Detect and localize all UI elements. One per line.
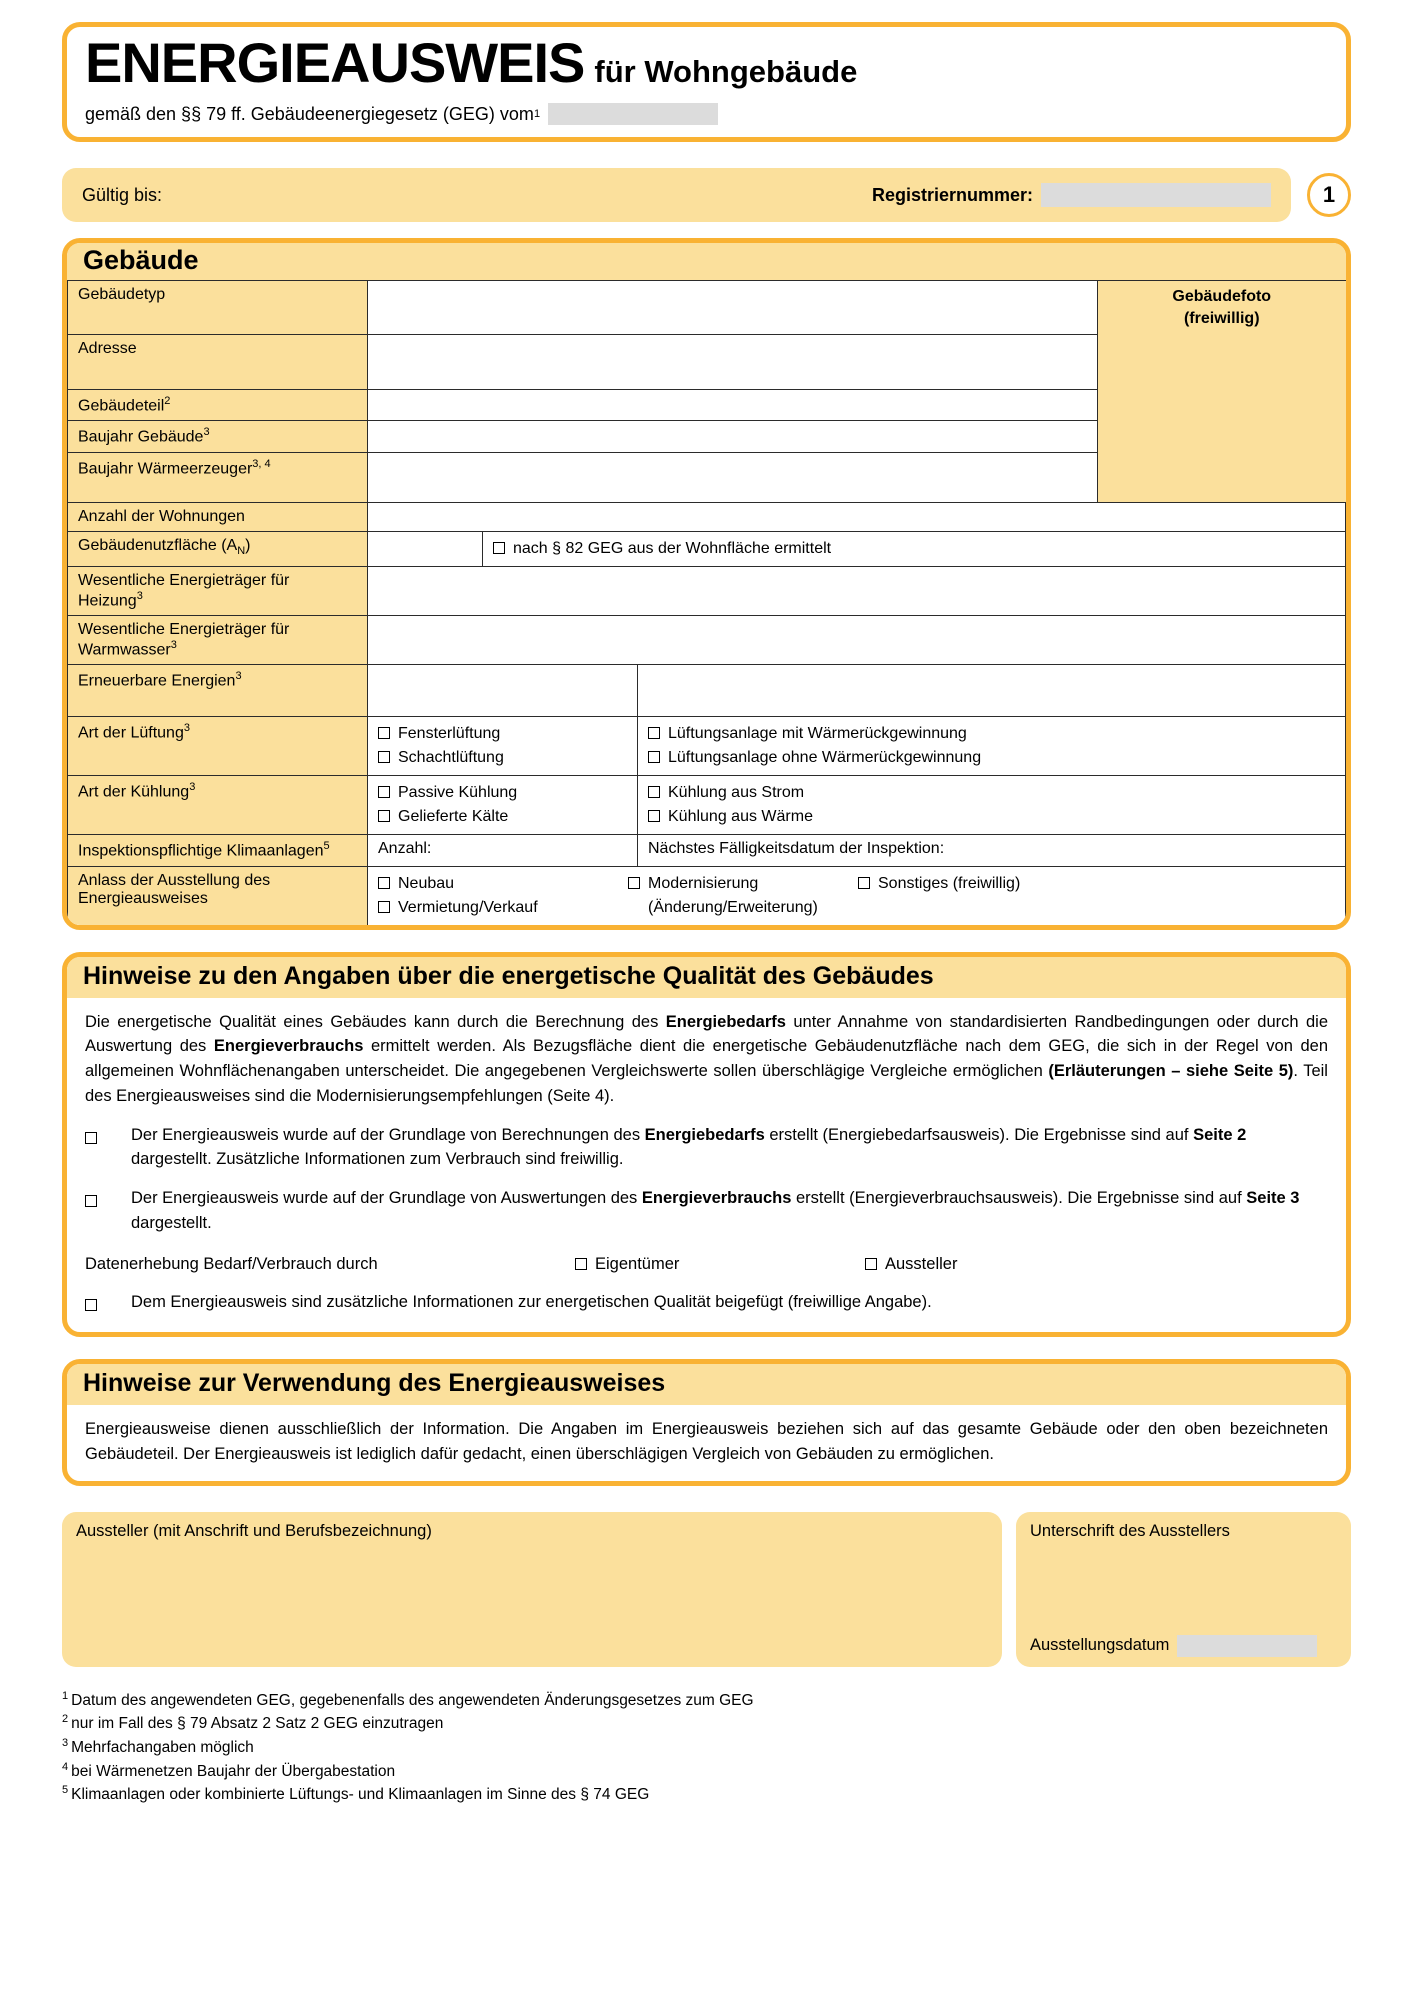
page-title: ENERGIEAUSWEIS xyxy=(85,31,585,94)
checkbox-row-fensterlueftung[interactable] xyxy=(378,722,627,746)
checkbox-label: Gelieferte Kälte xyxy=(398,808,509,826)
field-gebaeudeteil[interactable] xyxy=(368,390,1098,421)
photo-label-line1: Gebäudefoto xyxy=(1172,288,1272,305)
checkbox-icon[interactable] xyxy=(85,1195,97,1207)
hinweise-angaben-heading: Hinweise zu den Angaben über die energetische Qualität des Gebäudes xyxy=(67,957,1346,998)
registration-number-field[interactable] xyxy=(1041,183,1271,207)
field-gebaeudenutzflaeche[interactable] xyxy=(368,531,483,566)
hinweise-verwendung-panel xyxy=(62,1359,1351,1486)
table-row xyxy=(68,566,1346,615)
signature-box[interactable] xyxy=(1016,1512,1351,1667)
legal-reference-footnote-marker: 1 xyxy=(533,108,541,120)
title-panel xyxy=(62,22,1351,142)
issue-date-field[interactable] xyxy=(1177,1635,1317,1657)
checkbox-row-schachtlueftung[interactable] xyxy=(378,746,627,770)
checkbox-label: Vermietung/Verkauf xyxy=(398,898,538,916)
footnote-marker: 3 xyxy=(235,670,242,683)
row-label-lueftung xyxy=(68,717,368,776)
field-baujahr-gebaeude[interactable] xyxy=(368,421,1098,452)
row-label-kuehlung xyxy=(68,776,368,835)
checkbox-icon[interactable] xyxy=(378,877,390,889)
field-energietraeger-heizung[interactable] xyxy=(368,566,1346,615)
bullet1-part-2: erstellt (Energiebedarfsausweis). Die Ergebnisse sind auf xyxy=(764,1125,1194,1144)
label-text: Erneuerbare Energien xyxy=(78,672,236,690)
registration-number-group xyxy=(872,183,1271,207)
legal-reference xyxy=(85,103,1328,125)
checkbox-icon[interactable] xyxy=(493,542,505,554)
valid-until-row xyxy=(62,168,1351,222)
para-part-1: Die energetische Qualität eines Gebäudes kann durch die Berechnung des xyxy=(85,1012,666,1031)
checkbox-label: Sonstiges (freiwillig) xyxy=(878,874,1021,892)
modernisierung-sublabel: (Änderung/Erweiterung) xyxy=(648,898,818,916)
geg-date-field[interactable] xyxy=(548,103,718,125)
footnote-marker: 3 xyxy=(136,589,143,602)
field-klimaanlagen-faellig[interactable] xyxy=(638,835,1346,866)
footnote-4 xyxy=(62,1760,1351,1784)
title-row xyxy=(85,31,1328,94)
checkbox-cell-wohnflaeche[interactable] xyxy=(483,531,1346,566)
checkbox-label: Modernisierung xyxy=(648,874,759,892)
bullet-zusatzinfo[interactable] xyxy=(85,1290,1328,1318)
row-label-anlass xyxy=(68,866,368,925)
datenerhebung-row xyxy=(85,1252,1328,1277)
para-part-3: ermittelt werden. Als Bezugsfläche dient die energetische Gebäudenutzfläche nach dem GEG, die sich in der Regel von den allgemeinen Wohnflächenangaben unterscheidet. Die angegebenen Vergleichswerte sollen überschlägige Vergleiche ermöglichen xyxy=(85,1037,1328,1081)
datenerhebung-label: Datenerhebung Bedarf/Verbrauch durch xyxy=(85,1254,378,1273)
row-label-baujahr-gebaeude xyxy=(68,421,368,452)
footnote-3 xyxy=(62,1736,1351,1760)
table-row xyxy=(68,717,1346,776)
bullet2-bold-1: Energieverbrauchs xyxy=(641,1189,792,1208)
checkbox-icon[interactable] xyxy=(378,810,390,822)
checkbox-icon[interactable] xyxy=(648,751,660,763)
label-text: Baujahr Wärmeerzeuger xyxy=(78,459,253,477)
footnote-5 xyxy=(62,1783,1351,1807)
checkbox-label: Neubau xyxy=(398,874,455,892)
footnote-text: Mehrfachangaben möglich xyxy=(71,1739,254,1757)
checkbox-icon[interactable] xyxy=(575,1258,587,1270)
row-label-gebaeudenutzflaeche xyxy=(68,531,368,566)
bullet2-part-1: Der Energieausweis wurde auf der Grundlage von Auswertungen des xyxy=(131,1189,642,1208)
footnote-marker: 5 xyxy=(323,840,330,853)
issuer-box[interactable] xyxy=(62,1512,1002,1667)
hinweise-verwendung-paragraph: Energieausweise dienen ausschließlich der Information. Die Angaben im Energieausweis beziehen sich auf das gesamte Gebäude oder den oben bezeichneten Gebäudeteil. Der Energieausweis ist lediglich dafür gedacht, einen überschlägigen Vergleich von Gebäuden zu ermöglichen. xyxy=(85,1420,1328,1463)
bullet2-part-3: dargestellt. xyxy=(131,1213,212,1232)
building-section-title: Gebäude xyxy=(67,243,1346,280)
checkbox-icon[interactable] xyxy=(865,1258,877,1270)
label-text: Wesentliche Energieträger für Warmwasser xyxy=(78,620,290,659)
anlass-label-line1: Anlass der Ausstellung des xyxy=(78,871,271,889)
bullet2-part-2: erstellt (Energieverbrauchsausweis). Die Ergebnisse sind auf xyxy=(791,1189,1247,1208)
row-label-erneuerbare xyxy=(68,665,368,717)
label-text: Art der Kühlung xyxy=(78,783,190,801)
footnote-number: 3 xyxy=(62,1736,69,1749)
field-anzahl-wohnungen[interactable] xyxy=(368,502,1346,531)
bullet-text: Dem Energieausweis sind zusätzliche Informationen zur energetischen Qualität beigefügt (freiwillige Angabe). xyxy=(131,1293,932,1312)
checkbox-row-neubau[interactable] xyxy=(378,872,628,896)
field-klimaanlagen-anzahl[interactable] xyxy=(368,835,638,866)
checkbox-label: Passive Kühlung xyxy=(398,784,518,802)
checkbox-icon[interactable] xyxy=(648,727,660,739)
table-row xyxy=(68,665,1346,717)
anlass-col-3 xyxy=(858,872,1335,920)
label-text: Baujahr Gebäude xyxy=(78,428,204,446)
footnote-number: 1 xyxy=(62,1689,69,1702)
building-table xyxy=(67,280,1346,925)
footnote-marker: 3, 4 xyxy=(252,457,271,470)
lueftung-options-right[interactable] xyxy=(638,717,1346,776)
checkbox-icon[interactable] xyxy=(628,877,640,889)
anlass-col-2 xyxy=(628,872,858,920)
row-label-energietraeger-warmwasser xyxy=(68,615,368,664)
signature-label: Unterschrift des Ausstellers xyxy=(1030,1521,1230,1540)
label-text: Gebäudenutzfläche (A xyxy=(78,536,238,554)
label-text: Art der Lüftung xyxy=(78,724,184,742)
checkbox-row-lueftungsanlage-mit-wrg[interactable] xyxy=(648,722,1335,746)
para-part-2: unter Annahme von standardisierten Randbedingungen oder durch die Auswertung des xyxy=(85,1012,1328,1056)
footnote-marker: 2 xyxy=(164,395,171,407)
footnote-1 xyxy=(62,1689,1351,1713)
checkbox-label: Eigentümer xyxy=(595,1254,680,1273)
checkbox-row-modernisierung[interactable] xyxy=(628,872,858,896)
anlass-col-1 xyxy=(378,872,628,920)
hinweise-verwendung-body xyxy=(67,1405,1346,1481)
page-subtitle: für Wohngebäude xyxy=(594,54,858,89)
para-part-4: . Teil des Energieausweises sind die Modernisierungsempfehlungen (Seite 4). xyxy=(85,1062,1328,1105)
klimaanlagen-faellig-label: Nächstes Fälligkeitsdatum der Inspektion: xyxy=(648,840,945,858)
photo-label-line2: (freiwillig) xyxy=(1183,309,1260,327)
footnote-number: 2 xyxy=(62,1713,69,1726)
field-energietraeger-warmwasser[interactable] xyxy=(368,615,1346,664)
building-photo-placeholder[interactable] xyxy=(1098,281,1346,503)
hinweise-verwendung-heading: Hinweise zur Verwendung des Energieausweises xyxy=(67,1364,1346,1405)
bullet-text xyxy=(131,1123,1328,1173)
footnote-marker: 3 xyxy=(203,426,210,439)
kuehlung-options-right[interactable] xyxy=(638,776,1346,835)
footnote-2 xyxy=(62,1712,1351,1736)
table-row xyxy=(68,531,1346,566)
checkbox-row-gelieferte-kaelte[interactable] xyxy=(378,805,627,829)
checkbox-cell[interactable] xyxy=(85,1290,131,1318)
row-label-energietraeger-heizung xyxy=(68,566,368,615)
bullet2-bold-2: Seite 3 xyxy=(1246,1189,1300,1208)
label-text: Wesentliche Energieträger für Heizung xyxy=(78,571,290,609)
checkbox-icon[interactable] xyxy=(85,1132,97,1144)
anlass-options-grid xyxy=(378,872,1335,920)
footnote-text: Klimaanlagen oder kombinierte Lüftungs- und Klimaanlagen im Sinne des § 74 GEG xyxy=(71,1786,650,1804)
anlass-label-line2: Energieausweises xyxy=(78,889,208,907)
valid-until-label: Gültig bis: xyxy=(82,184,163,205)
footnote-marker: 3 xyxy=(189,781,196,794)
footnote-number: 5 xyxy=(62,1784,69,1797)
page-number-badge: 1 xyxy=(1307,173,1351,217)
checkbox-label: nach § 82 GEG aus der Wohnfläche ermittelt xyxy=(513,539,832,557)
checkbox-row-kuehlung-aus-waerme[interactable] xyxy=(648,805,1335,829)
table-row xyxy=(68,835,1346,866)
checkbox-icon[interactable] xyxy=(858,877,870,889)
bullet1-bold-2: Seite 2 xyxy=(1193,1125,1247,1144)
checkbox-row-aussteller[interactable] xyxy=(865,1252,1328,1277)
bullet-verbrauchsausweis[interactable] xyxy=(85,1186,1328,1236)
footnote-text: nur im Fall des § 79 Absatz 2 Satz 2 GEG einzutragen xyxy=(71,1715,444,1733)
checkbox-icon[interactable] xyxy=(85,1299,97,1311)
bullet-text xyxy=(131,1186,1328,1236)
registration-number-label: Registriernummer: xyxy=(871,184,1033,205)
checkbox-icon[interactable] xyxy=(648,810,660,822)
bullet1-bold-1: Energiebedarfs xyxy=(644,1125,765,1144)
row-label-gebaeudetyp: Gebäudetyp xyxy=(68,281,368,335)
checkbox-row-wohnflaeche[interactable] xyxy=(493,540,831,557)
hinweise-angaben-paragraph xyxy=(85,1010,1328,1109)
checkbox-label: Lüftungsanlage mit Wärmerückgewinnung xyxy=(668,725,967,743)
field-baujahr-waermeerzeuger[interactable] xyxy=(368,452,1098,502)
footnotes xyxy=(62,1689,1351,1807)
footnote-marker: 3 xyxy=(183,722,190,735)
checkbox-icon[interactable] xyxy=(378,727,390,739)
checkbox-label: Kühlung aus Wärme xyxy=(668,808,813,826)
checkbox-label: Aussteller xyxy=(885,1254,958,1273)
field-adresse[interactable] xyxy=(368,335,1098,390)
checkbox-row-vermietung-verkauf[interactable] xyxy=(378,896,628,920)
row-label-adresse: Adresse xyxy=(68,335,368,390)
footnote-number: 4 xyxy=(62,1760,69,1773)
signature-row xyxy=(62,1512,1351,1667)
checkbox-icon[interactable] xyxy=(378,901,390,913)
field-gebaeudetyp[interactable] xyxy=(368,281,1098,335)
bullet-bedarfsausweis[interactable] xyxy=(85,1123,1328,1173)
checkbox-icon[interactable] xyxy=(648,786,660,798)
table-row xyxy=(68,866,1346,925)
issue-date-row xyxy=(1030,1635,1317,1657)
checkbox-label: Fensterlüftung xyxy=(398,725,501,743)
checkbox-label: Lüftungsanlage ohne Wärmerückgewinnung xyxy=(668,749,982,767)
bullet1-part-1: Der Energieausweis wurde auf der Grundlage von Berechnungen des xyxy=(131,1125,645,1144)
checkbox-row-passive-kuehlung[interactable] xyxy=(378,781,627,805)
label-text: Gebäudeteil xyxy=(78,397,165,415)
para-bold-2: Energieverbrauchs xyxy=(213,1037,364,1056)
legal-reference-text: gemäß den §§ 79 ff. Gebäudeenergiegesetz (GEG) vom xyxy=(85,103,534,124)
checkbox-row-kuehlung-aus-strom[interactable] xyxy=(648,781,1335,805)
para-bold-3: (Erläuterungen – siehe Seite 5) xyxy=(1048,1062,1294,1081)
hinweise-angaben-panel xyxy=(62,952,1351,1338)
issuer-label: Aussteller (mit Anschrift und Berufsbezeichnung) xyxy=(76,1521,432,1540)
klimaanlagen-anzahl-label: Anzahl: xyxy=(378,840,432,858)
checkbox-row-lueftungsanlage-ohne-wrg[interactable] xyxy=(648,746,1335,770)
row-label-gebaeudeteil xyxy=(68,390,368,421)
row-label-baujahr-waermeerzeuger xyxy=(68,452,368,502)
anlass-options[interactable] xyxy=(368,866,1346,925)
row-label-klimaanlagen xyxy=(68,835,368,866)
para-bold-1: Energiebedarfs xyxy=(665,1012,786,1031)
footnote-text: bei Wärmenetzen Baujahr der Übergabestation xyxy=(71,1762,396,1780)
checkbox-label: Schachtlüftung xyxy=(398,749,504,767)
table-row xyxy=(68,615,1346,664)
field-erneuerbare-rechts[interactable] xyxy=(638,665,1346,717)
checkbox-row-sonstiges[interactable] xyxy=(858,872,1335,896)
hinweise-angaben-body xyxy=(67,998,1346,1333)
label-subscript: N xyxy=(237,544,246,557)
kuehlung-options-left[interactable] xyxy=(368,776,638,835)
table-row xyxy=(68,281,1346,335)
valid-until-bar xyxy=(62,168,1291,222)
checkbox-cell[interactable] xyxy=(85,1186,131,1236)
label-text: Inspektionspflichtige Klimaanlagen xyxy=(78,842,324,860)
checkbox-icon[interactable] xyxy=(378,751,390,763)
checkbox-icon[interactable] xyxy=(378,786,390,798)
issue-date-label: Ausstellungsdatum xyxy=(1030,1636,1170,1655)
footnote-marker: 3 xyxy=(170,638,177,651)
table-row xyxy=(68,502,1346,531)
checkbox-row-eigentuemer[interactable] xyxy=(575,1252,865,1277)
checkbox-cell[interactable] xyxy=(85,1123,131,1173)
checkbox-label: Kühlung aus Strom xyxy=(668,784,805,802)
field-erneuerbare-links[interactable] xyxy=(368,665,638,717)
lueftung-options-left[interactable] xyxy=(368,717,638,776)
footnote-text: Datum des angewendeten GEG, gegebenenfalls des angewendeten Änderungsgesetzes zum GEG xyxy=(71,1691,754,1709)
row-label-anzahl-wohnungen: Anzahl der Wohnungen xyxy=(68,502,368,531)
table-row xyxy=(68,776,1346,835)
building-panel xyxy=(62,238,1351,930)
label-text-end: ) xyxy=(245,536,251,554)
bullet1-part-3: dargestellt. Zusätzliche Informationen zum Verbrauch sind freiwillig. xyxy=(131,1150,624,1169)
